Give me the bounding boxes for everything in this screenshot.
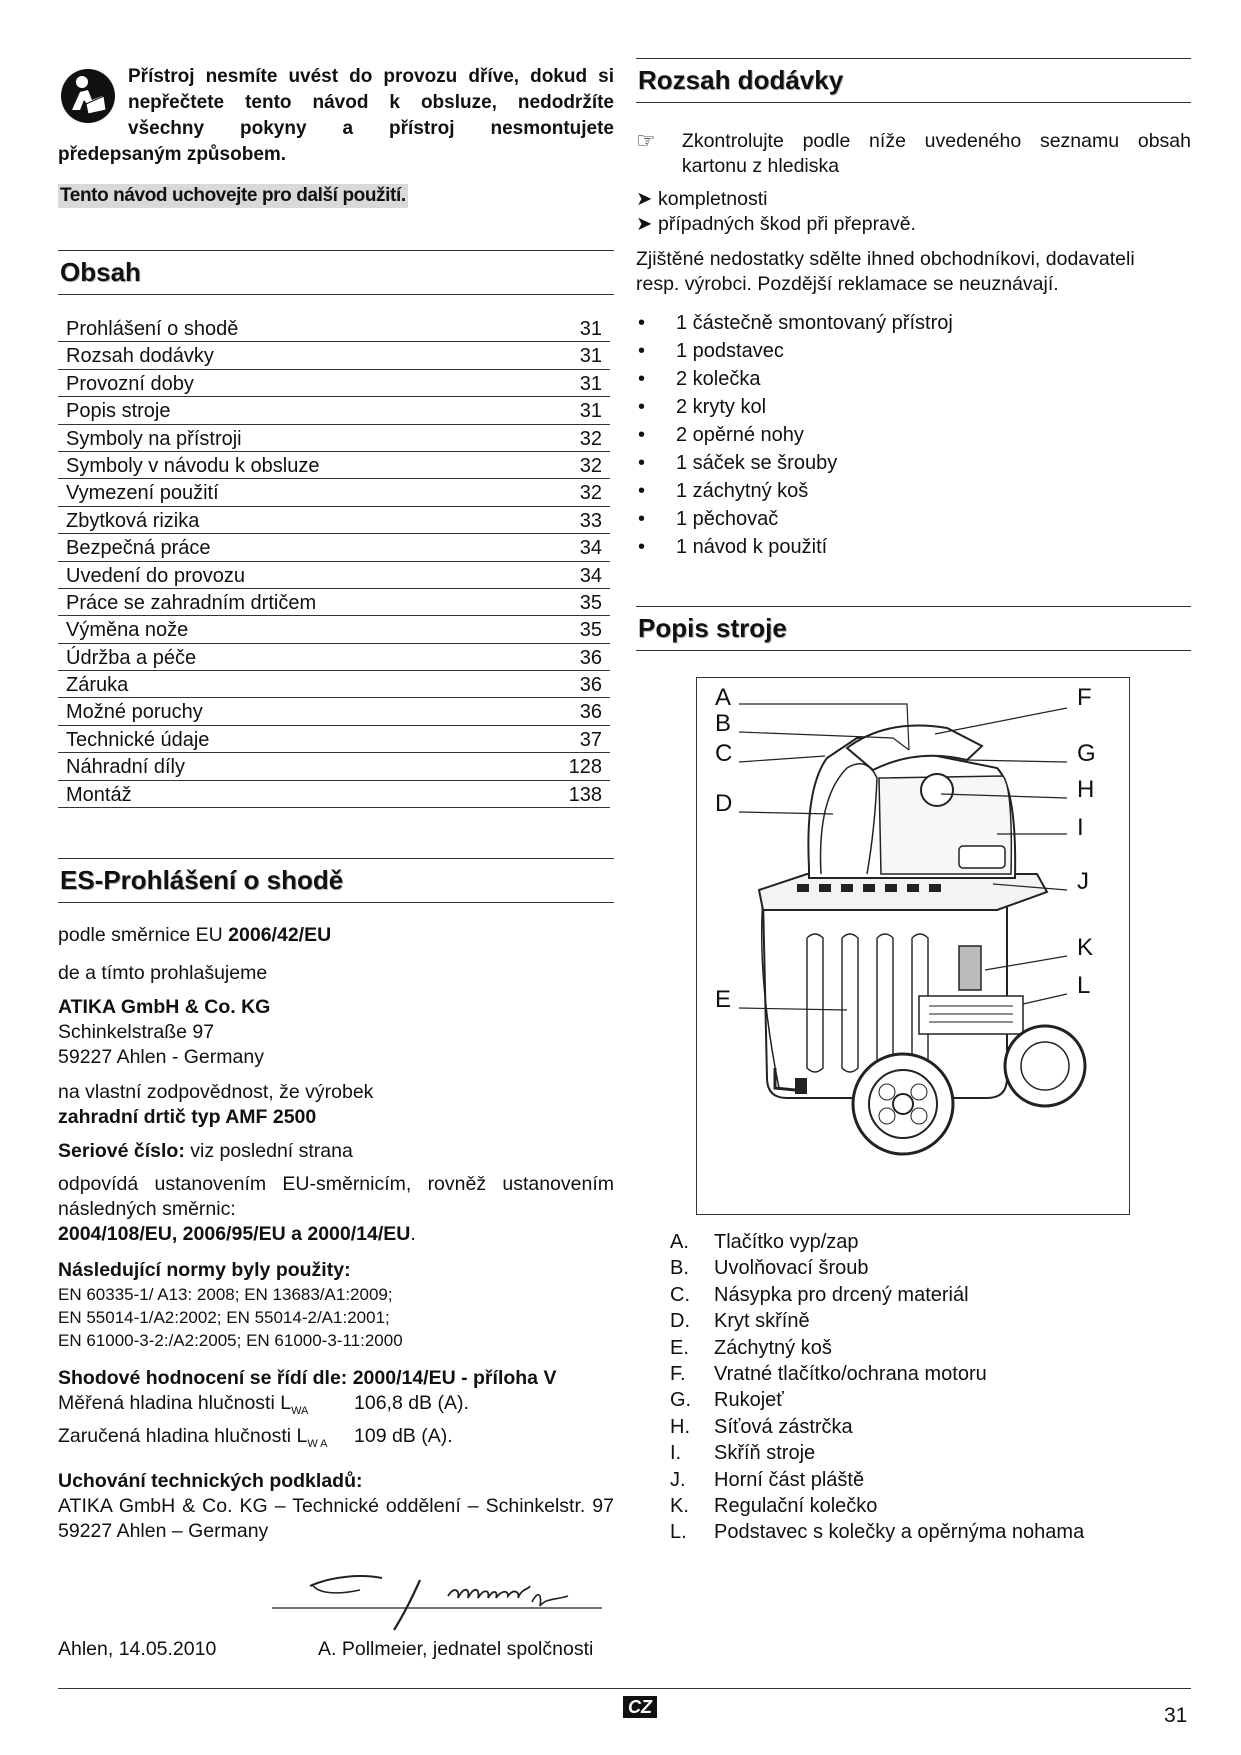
part-key: H.: [670, 1415, 690, 1438]
toc-label: Rozsah dodávky: [66, 345, 214, 368]
guaranteed-sub: W A: [307, 1437, 328, 1450]
figure-label-i: I: [1077, 814, 1084, 841]
list-item: [636, 505, 1191, 533]
table-of-contents: [58, 315, 610, 808]
pointing-hand-icon: ☞: [636, 128, 656, 153]
toc-page: 37: [579, 728, 602, 751]
toc-label: Údržba a péče: [66, 646, 197, 669]
read-manual-icon: [58, 66, 120, 124]
warning-block: [58, 64, 614, 168]
bullet-icon: •: [638, 368, 646, 390]
bullet-icon: •: [638, 312, 646, 334]
part-key: J.: [670, 1468, 686, 1491]
toc-page: 34: [579, 537, 602, 560]
list-item-text: 2 opěrné nohy: [676, 424, 804, 446]
toc-label: Prohlášení o shodě: [66, 318, 239, 340]
figure-label-k: K: [1077, 934, 1094, 961]
part-key: D.: [670, 1310, 690, 1333]
signatory-name: A. Pollmeier, jednatel spolčnosti: [318, 1638, 594, 1660]
toc-title: Obsah: [58, 250, 614, 295]
guaranteed-label-wrap: [58, 1424, 354, 1457]
figure-label-e: E: [715, 986, 732, 1013]
toc-page: 31: [579, 318, 602, 340]
check-item-text: případných škod při přepravě.: [658, 213, 916, 235]
list-item-text: 1 sáček se šrouby: [676, 452, 838, 474]
guaranteed-value: 109 dB (A).: [354, 1424, 453, 1447]
part-key: A.: [670, 1231, 689, 1253]
toc-label: Zbytková rizika: [66, 509, 200, 532]
list-item-text: 1 podstavec: [676, 340, 784, 362]
check-item-text: kompletnosti: [658, 188, 768, 210]
directive-line: [58, 923, 614, 948]
directives-line: 2004/108/EU, 2006/95/EU a 2000/14/EU.: [58, 1223, 416, 1246]
part-label: Horní část pláště: [714, 1468, 865, 1491]
part-label: Síťová zástrčka: [714, 1415, 853, 1438]
bullet-icon: •: [638, 452, 646, 474]
list-item: [636, 393, 1191, 421]
measured-value: 106,8 dB (A).: [354, 1392, 469, 1415]
toc-label: Provozní doby: [66, 372, 194, 395]
toc-page: 34: [579, 564, 602, 587]
company-city: 59227 Ahlen - Germany: [58, 1046, 264, 1069]
delivery-items-list: [636, 309, 1191, 561]
check-item: [636, 187, 1191, 212]
warning-text: Přístroj nesmíte uvést do provozu dříve, dokud si nepřečtete tento návod k obsluze, nedodržíte všechny pokyny a přístroj nesmontujete předepsaným způsobem.: [58, 66, 614, 165]
toc-row: [58, 479, 610, 506]
toc-row: [58, 644, 610, 671]
list-item: [636, 365, 1191, 393]
part-key: I.: [670, 1442, 682, 1465]
norm-line: EN 61000-3-2:/A2:2005; EN 61000-3-11:2000: [58, 1331, 403, 1351]
toc-page: 33: [579, 509, 602, 532]
part-label: Násypka pro drcený materiál: [714, 1283, 969, 1306]
toc-row: [58, 534, 610, 561]
toc-row: [58, 726, 610, 753]
keep-note: Tento návod uchovejte pro další použití.: [60, 185, 406, 206]
part-item: [670, 1467, 1191, 1493]
toc-row: [58, 425, 610, 452]
machine-figure: [696, 677, 1130, 1215]
toc-row: [58, 342, 610, 369]
bullet-icon: •: [638, 536, 646, 558]
toc-page: 32: [579, 427, 602, 450]
norms-title: Následující normy byly použity:: [58, 1259, 351, 1282]
toc-page: 35: [579, 591, 602, 614]
norms-list: [58, 1283, 614, 1352]
part-key: G.: [670, 1389, 692, 1412]
norm-line: EN 55014-1/A2:2002; EN 55014-2/A1:2001;: [58, 1308, 390, 1328]
part-item: [670, 1255, 1191, 1281]
part-label: Uvolňovací šroub: [714, 1257, 869, 1280]
measured-label: Měřená hladina hlučnosti L: [58, 1392, 292, 1415]
toc-row: [58, 507, 610, 534]
check-item: [636, 212, 1191, 237]
measured-noise: [58, 1391, 614, 1424]
measured-label-wrap: [58, 1391, 354, 1424]
figure-label-g: G: [1077, 740, 1096, 767]
toc-page: 31: [579, 372, 602, 395]
archive-line1: ATIKA GmbH & Co. KG – Technické oddělení – Schinkelstr. 97: [58, 1494, 614, 1517]
serial-label: Seriové číslo:: [58, 1140, 185, 1163]
figure-label-f: F: [1077, 684, 1092, 711]
toc-page: 32: [579, 454, 602, 477]
responsibility-line: na vlastní zodpovědnost, že výrobek: [58, 1081, 374, 1104]
list-item-text: 2 kolečka: [676, 368, 761, 390]
toc-page: 35: [579, 619, 602, 642]
declaration-body: [58, 923, 614, 1544]
bullet-icon: •: [638, 480, 646, 502]
toc-page: 31: [579, 400, 602, 423]
toc-label: Uvedení do provozu: [66, 564, 246, 587]
part-key: F.: [670, 1363, 686, 1386]
part-label: Podstavec s kolečky a opěrnýma nohama: [714, 1521, 1085, 1544]
figure-label-c: C: [715, 740, 733, 767]
measured-sub: WA: [291, 1404, 309, 1417]
list-item: [636, 533, 1191, 561]
footer-rule: [58, 1688, 1191, 1689]
figure-label-d: D: [715, 790, 733, 817]
archive-line2: 59227 Ahlen – Germany: [58, 1519, 269, 1542]
right-column: [636, 58, 1191, 1546]
part-key: B.: [670, 1257, 689, 1280]
arrow-bullet-icon: ➤: [636, 188, 653, 210]
guaranteed-noise: [58, 1424, 614, 1457]
left-column: [58, 64, 614, 1544]
toc-label: Bezpečná práce: [66, 537, 211, 560]
toc-row: [58, 370, 610, 397]
company-name: ATIKA GmbH & Co. KG: [58, 996, 271, 1019]
declare-line: de a tímto prohlašujeme: [58, 962, 268, 985]
machine-title: Popis stroje: [636, 606, 1191, 651]
page-number: 31: [1164, 1704, 1188, 1727]
figure-label-b: B: [715, 710, 732, 737]
product-name: zahradní drtič typ AMF 2500: [58, 1106, 317, 1129]
toc-row: [58, 671, 610, 698]
keep-note-text: Tento návod uchovejte pro další použití: [60, 185, 401, 206]
part-label: Vratné tlačítko/ochrana motoru: [714, 1363, 987, 1386]
arrow-bullet-icon: ➤: [636, 213, 653, 235]
toc-page: 36: [579, 701, 602, 724]
toc-label: Technické údaje: [66, 728, 210, 751]
part-key: E.: [670, 1336, 689, 1359]
list-item: [636, 309, 1191, 337]
toc-label: Popis stroje: [66, 400, 171, 423]
part-item: [670, 1440, 1191, 1466]
toc-page: 36: [579, 674, 602, 697]
toc-label: Záruka: [66, 674, 129, 697]
bullet-icon: •: [638, 340, 646, 362]
machine-drawing: [697, 678, 1131, 1216]
part-item: [670, 1414, 1191, 1440]
toc-page: 138: [568, 783, 602, 806]
part-item: [670, 1361, 1191, 1387]
list-item-text: 1 pěchovač: [676, 508, 779, 530]
toc-page: 36: [579, 646, 602, 669]
signature-image: [272, 1562, 612, 1638]
guaranteed-label: Zaručená hladina hlučnosti L: [58, 1424, 308, 1447]
toc-label: Vymezení použití: [66, 482, 219, 505]
declaration-title: ES-Prohlášení o shodě: [58, 858, 614, 903]
check-list: [636, 187, 1191, 237]
bullet-icon: •: [638, 508, 646, 530]
language-badge: CZ: [623, 1696, 657, 1718]
part-label: Regulační kolečko: [714, 1495, 878, 1518]
part-item: [670, 1308, 1191, 1334]
serial-line: [58, 1139, 614, 1164]
figure-label-a: A: [715, 684, 732, 711]
toc-row: [58, 452, 610, 479]
figure-label-h: H: [1077, 776, 1095, 803]
part-item: [670, 1519, 1191, 1545]
part-label: Tlačítko vyp/zap: [714, 1231, 859, 1253]
figure-label-j: J: [1077, 868, 1089, 895]
toc-row: [58, 698, 610, 725]
norm-line: EN 60335-1/ A13: 2008; EN 13683/A1:2009;: [58, 1285, 393, 1305]
toc-page: 31: [579, 345, 602, 368]
toc-label: Montáž: [66, 783, 132, 806]
bullet-icon: •: [638, 424, 646, 446]
part-item: [670, 1387, 1191, 1413]
directives-list: 2004/108/EU, 2006/95/EU a 2000/14/EU: [58, 1223, 411, 1246]
toc-row: [58, 397, 610, 424]
toc-row: [58, 562, 610, 589]
list-item-text: 2 kryty kol: [676, 396, 767, 418]
toc-row: [58, 781, 610, 808]
part-label: Kryt skříně: [714, 1310, 810, 1333]
bullet-icon: •: [638, 396, 646, 418]
list-item: [636, 449, 1191, 477]
list-item-text: 1 návod k použití: [676, 536, 828, 558]
part-label: Rukojeť: [714, 1389, 784, 1412]
figure-label-l: L: [1077, 972, 1091, 999]
list-item-text: 1 částečně smontovaný přístroj: [676, 312, 953, 334]
toc-label: Symboly v návodu k obsluze: [66, 454, 320, 477]
directive-prefix: podle směrnice EU: [58, 924, 223, 947]
list-item-text: 1 záchytný koš: [676, 480, 809, 502]
parts-list: [670, 1229, 1191, 1546]
defects-text: Zjištěné nedostatky sdělte ihned obchodníkovi, dodavateli resp. výrobci. Pozdější reklamace se neuznávají.: [636, 248, 1135, 295]
list-item: [636, 337, 1191, 365]
part-item: [670, 1493, 1191, 1519]
toc-row: [58, 753, 610, 780]
serial-value: viz poslední strana: [190, 1140, 353, 1163]
toc-label: Výměna nože: [66, 619, 189, 642]
toc-row: [58, 315, 610, 342]
complies-line: odpovídá ustanovením EU-směrnicím, rovněž ustanovením následných směrnic:: [58, 1173, 614, 1221]
company-street: Schinkelstraße 97: [58, 1021, 215, 1044]
list-item: [636, 421, 1191, 449]
delivery-title: Rozsah dodávky: [636, 58, 1191, 103]
toc-page: 128: [568, 756, 602, 779]
list-item: [636, 477, 1191, 505]
toc-row: [58, 616, 610, 643]
directive-number: 2006/42/EU: [228, 924, 332, 947]
part-item: [670, 1335, 1191, 1361]
toc-page: 32: [579, 482, 602, 505]
part-item: [670, 1229, 1191, 1255]
toc-label: Symboly na přístroji: [66, 427, 242, 450]
check-text: Zkontrolujte podle níže uvedeného seznamu obsah kartonu z hlediska: [681, 130, 1191, 177]
toc-row: [58, 589, 610, 616]
part-item: [670, 1282, 1191, 1308]
assessment-line: Shodové hodnocení se řídí dle: 2000/14/EU - příloha V: [58, 1367, 557, 1390]
check-instruction: [636, 129, 1191, 179]
archive-title: Uchování technických podkladů:: [58, 1469, 363, 1492]
part-key: K.: [670, 1495, 689, 1518]
part-key: C.: [670, 1283, 690, 1306]
toc-label: Možné poruchy: [66, 701, 203, 724]
toc-label: Práce se zahradním drtičem: [66, 591, 317, 614]
part-label: Skříň stroje: [714, 1442, 816, 1465]
part-key: L.: [670, 1521, 687, 1544]
part-label: Záchytný koš: [714, 1336, 832, 1359]
place-date: Ahlen, 14.05.2010: [58, 1638, 217, 1660]
toc-label: Náhradní díly: [66, 756, 185, 779]
